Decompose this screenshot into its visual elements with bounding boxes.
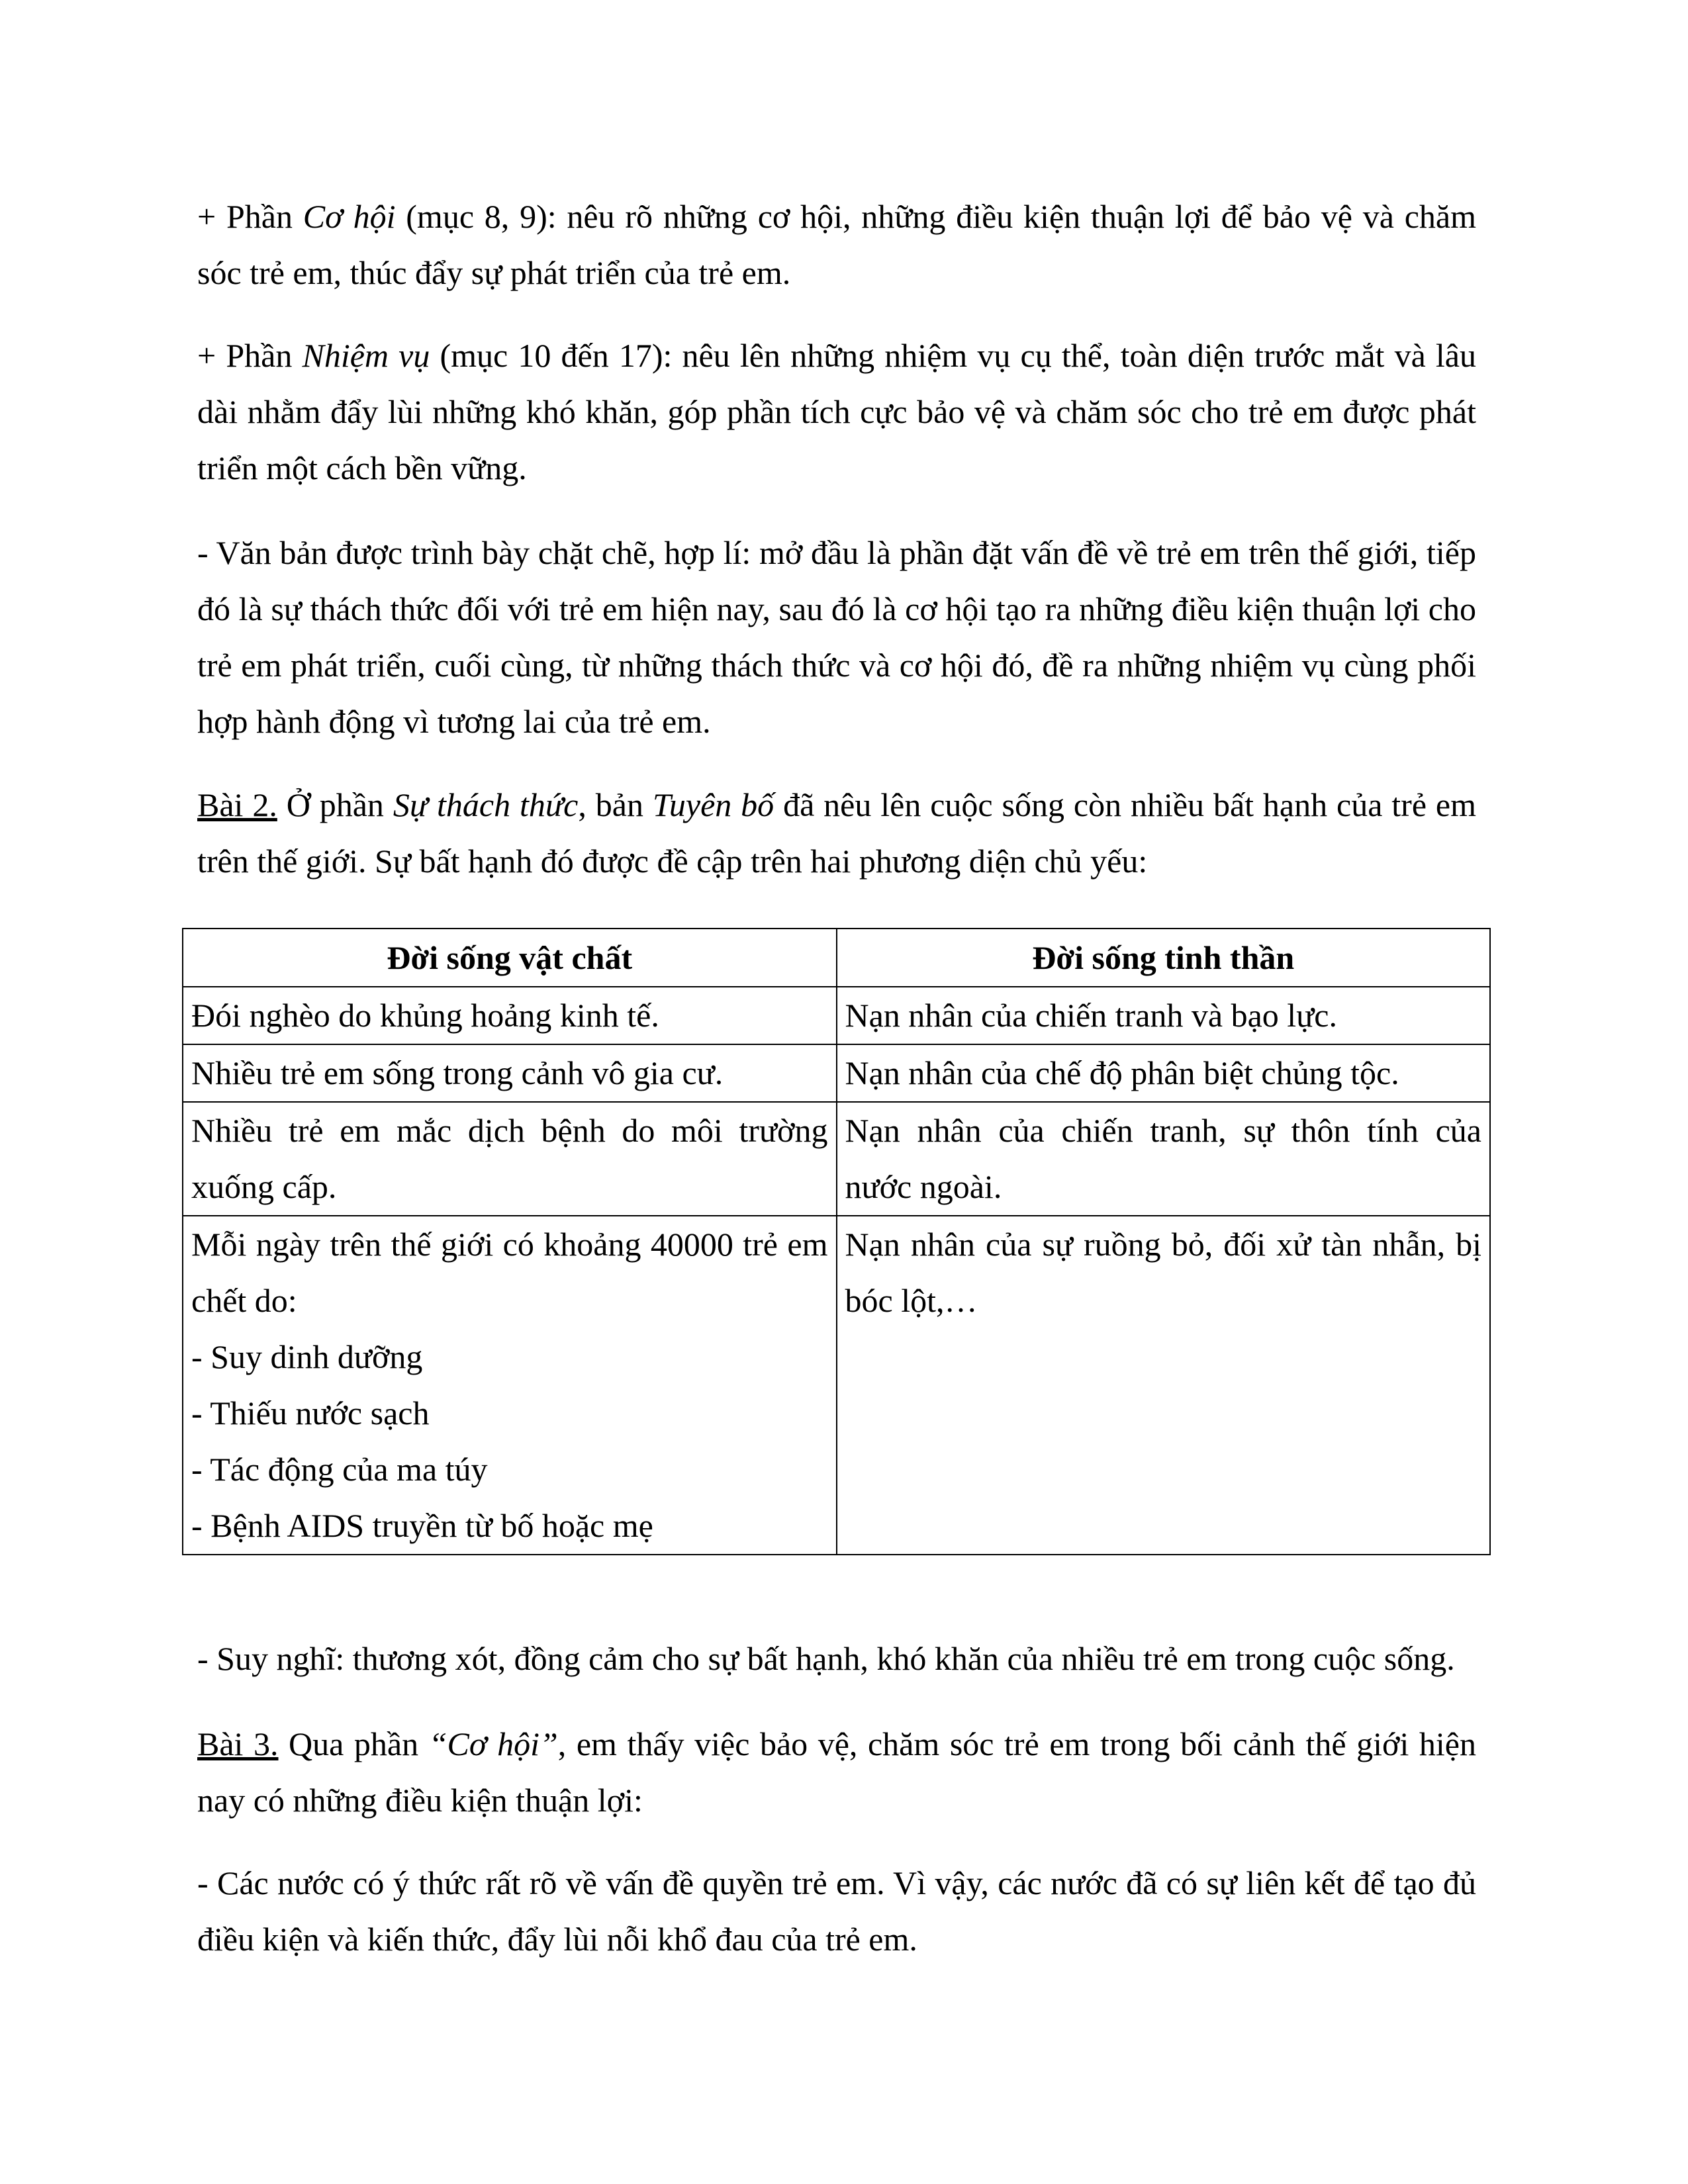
header-vat-chat: Đời sống vật chất [183,929,837,987]
table-row [183,1044,1490,1102]
text: + Phần [197,198,303,235]
text: Qua phần [278,1725,429,1762]
table-cell: Nạn nhân của sự ruồng bỏ, đối xử tàn nhẫn, bị bóc lột,… [837,1216,1491,1555]
table-header-row [183,929,1490,987]
italic-term: Sự thách thức [393,786,579,823]
table-cell: Nạn nhân của chiến tranh, sự thôn tính của nước ngoài. [837,1102,1491,1216]
table-row [183,1216,1490,1555]
paragraph-suy-nghi: - Suy nghĩ: thương xót, đồng cảm cho sự bất hạnh, khó khăn của nhiều trẻ em trong cuộc sống. [197,1640,1455,1677]
header-tinh-than: Đời sống tinh thần [837,929,1491,987]
comparison-table [182,928,1491,1555]
cell-line: - Tác động của ma túy [191,1451,488,1488]
italic-term: Tuyên bố [652,786,774,823]
exercise-label: Bài 2. [197,786,277,823]
text: , em thấy việc bảo vệ, chăm sóc trẻ em trong bối cảnh thế giới hiện nay có những điều kiện thuận lợi: [197,1725,1476,1819]
cell-line: - Bệnh AIDS truyền từ bố hoặc mẹ [191,1507,653,1544]
italic-term: “Cơ hội” [428,1725,558,1762]
italic-term: Nhiệm vụ [302,337,430,374]
paragraph-van-ban: - Văn bản được trình bày chặt chẽ, hợp lí: mở đầu là phần đặt vấn đề về trẻ em trên thế giới, tiếp đó là sự thách thức đối với trẻ em hiện nay, sau đó là cơ hội tạo ra những điều kiện thuận lợi cho trẻ em phát triển, cuối cùng, từ những thách thức và cơ hội đó, đề ra những nhiệm vụ cùng phối hợp hành động vì tương lai của trẻ em. [197,534,1476,740]
table-cell: Nạn nhân của chiến tranh và bạo lực. [837,987,1491,1044]
table-cell: Nạn nhân của chế độ phân biệt chủng tộc. [837,1044,1491,1102]
table-row [183,1102,1490,1216]
cell-line: - Thiếu nước sạch [191,1394,430,1432]
text: đã nêu lên cuộc sống còn nhiều bất hạnh của trẻ em trên thế giới. Sự bất hạnh đó được đề cập trên hai phương diện chủ yếu: [197,786,1477,880]
text: + Phần [197,337,303,374]
exercise-label: Bài 3. [197,1725,279,1762]
paragraph-nhiem-vu [197,328,1476,496]
paragraph-cac-nuoc: - Các nước có ý thức rất rõ về vấn đề quyền trẻ em. Vì vậy, các nước đã có sự liên kết để tạo đủ điều kiện và kiến thức, đẩy lùi nỗi khổ đau của trẻ em. [197,1864,1476,1958]
paragraph-bai-3 [197,1716,1476,1829]
italic-term: Cơ hội [303,198,396,235]
cell-line: - Suy dinh dưỡng [191,1338,423,1375]
text: (mục 10 đến 17): nêu lên những nhiệm vụ cụ thể, toàn diện trước mắt và lâu dài nhằm đẩy lùi những khó khăn, góp phần tích cực bảo vệ và chăm sóc cho trẻ em được phát triển một cách bền vững. [197,337,1477,486]
table-cell: Đói nghèo do khủng hoảng kinh tế. [183,987,837,1044]
paragraph-co-hoi [197,189,1476,301]
text: , bản [578,786,653,823]
text: (mục 8, 9): nêu rõ những cơ hội, những điều kiện thuận lợi để bảo vệ và chăm sóc trẻ em, thúc đẩy sự phát triển của trẻ em. [197,198,1476,291]
table-cell: Nhiều trẻ em sống trong cảnh vô gia cư. [183,1044,837,1102]
paragraph-bai-2 [197,777,1476,889]
table-cell: Nhiều trẻ em mắc dịch bệnh do môi trường xuống cấp. [183,1102,837,1216]
cell-line: Mỗi ngày trên thế giới có khoảng 40000 trẻ em chết do: [191,1226,828,1319]
text: Ở phần [277,786,393,823]
table-cell [183,1216,837,1555]
table-row [183,987,1490,1044]
